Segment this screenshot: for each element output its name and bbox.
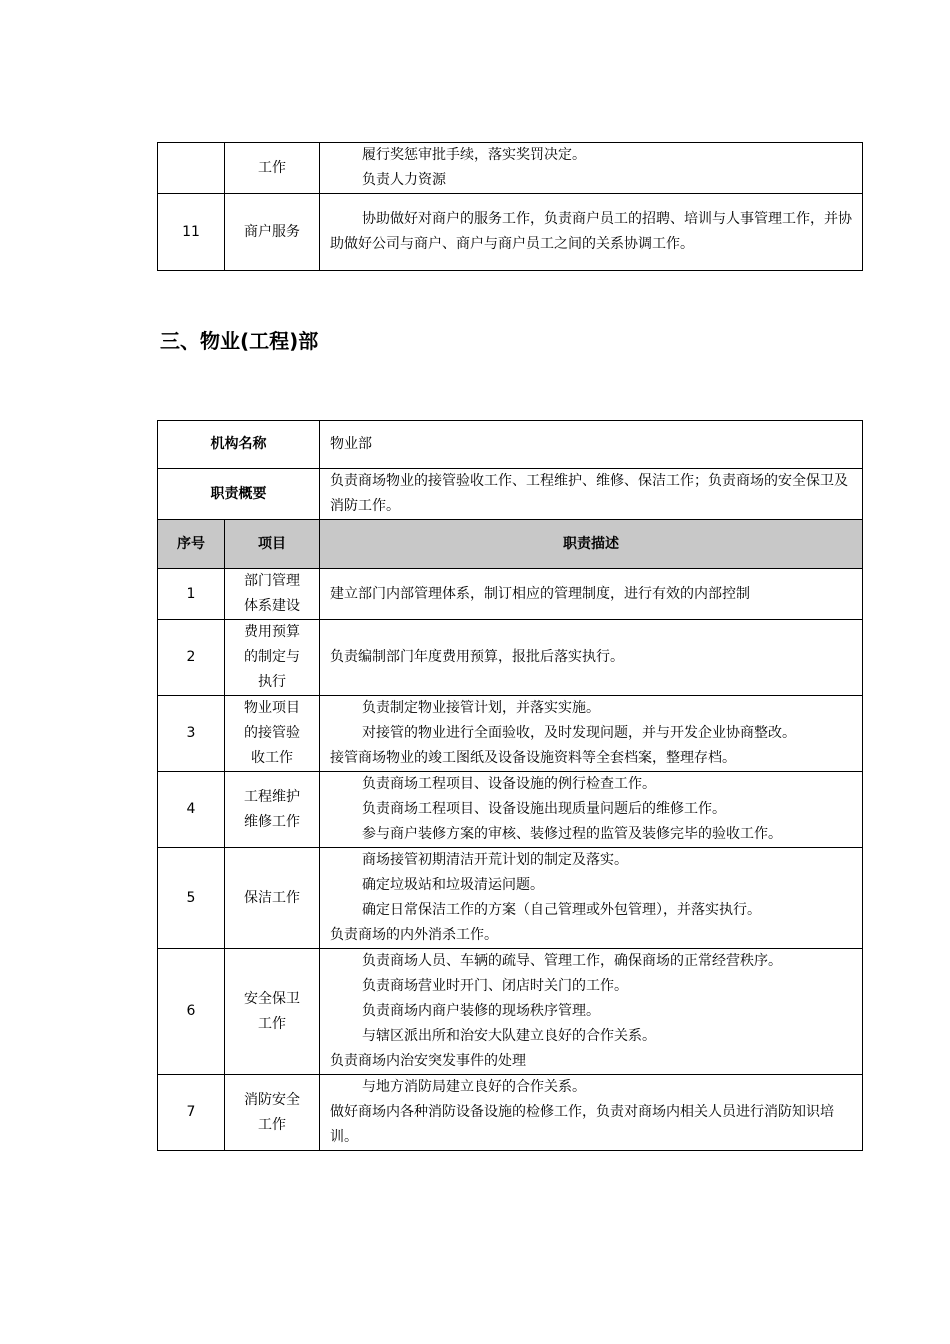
description-line: 确定日常保洁工作的方案（自己管理或外包管理），并落实执行。: [362, 902, 761, 918]
description-line: 确定垃圾站和垃圾清运问题。: [362, 877, 544, 893]
row-number: 5: [158, 848, 225, 949]
description-line: 协助做好对商户的服务工作，负责商户员工的招聘、培训与人事管理工作，并协助做好公司与商户、商户与商户员工之间的关系协调工作。: [330, 211, 852, 252]
row-description: [320, 848, 863, 949]
org-name-label: 机构名称: [158, 421, 320, 469]
table-header-row: [158, 520, 863, 569]
table-row: [158, 143, 863, 194]
summary-label: 职责概要: [158, 469, 320, 520]
description-line: 负责商场营业时开门、闭店时关门的工作。: [362, 978, 628, 994]
description-line: 参与商户装修方案的审核、装修过程的监管及装修完毕的验收工作。: [362, 826, 782, 842]
row-number: 3: [158, 696, 225, 772]
description-line: 负责商场的内外消杀工作。: [330, 927, 498, 943]
row-number: [158, 143, 225, 194]
summary-value: 负责商场物业的接管验收工作、工程维护、维修、保洁工作；负责商场的安全保卫及消防工作。: [320, 469, 863, 520]
row-number: 4: [158, 772, 225, 848]
row-description: [320, 143, 863, 194]
row-description: [320, 1075, 863, 1151]
row-item: 物业项目的接管验收工作: [225, 696, 320, 772]
section-title: 三、物业(工程)部: [160, 329, 319, 353]
table-row: [158, 569, 863, 620]
table-row: [158, 194, 863, 271]
description-line: 建立部门内部管理体系，制订相应的管理制度，进行有效的内部控制: [330, 585, 750, 602]
description-line: 负责人力资源: [362, 172, 446, 188]
description-line: 负责制定物业接管计划，并落实实施。: [362, 700, 600, 716]
summary-row: [158, 469, 863, 520]
row-number: 7: [158, 1075, 225, 1151]
row-description: [320, 194, 863, 271]
table-row: [158, 696, 863, 772]
row-number: 2: [158, 620, 225, 696]
description-line: 负责商场工程项目、设备设施的例行检查工作。: [362, 776, 656, 792]
row-item: 安全保卫工作: [225, 949, 320, 1075]
row-item: 消防安全工作: [225, 1075, 320, 1151]
row-description: [320, 772, 863, 848]
header-item: 项目: [225, 520, 320, 569]
row-description: [320, 949, 863, 1075]
description-line: 商场接管初期清洁开荒计划的制定及落实。: [362, 852, 628, 868]
row-number: 6: [158, 949, 225, 1075]
row-item: 工作: [225, 143, 320, 194]
description-line: 负责编制部门年度费用预算，报批后落实执行。: [330, 649, 624, 665]
row-item: 商户服务: [225, 194, 320, 271]
table-row: [158, 1075, 863, 1151]
row-number: 1: [158, 569, 225, 620]
org-name-value: 物业部: [320, 421, 863, 469]
table-row: [158, 620, 863, 696]
table-row: [158, 848, 863, 949]
property-dept-table: [157, 420, 863, 1151]
description-line: 对接管的物业进行全面验收，及时发现问题，并与开发企业协商整改。: [362, 725, 796, 741]
row-number: 11: [158, 194, 225, 271]
description-line: 负责商场人员、车辆的疏导、管理工作，确保商场的正常经营秩序。: [362, 953, 782, 969]
header-num: 序号: [158, 520, 225, 569]
row-item: 部门管理体系建设: [225, 569, 320, 620]
org-name-row: [158, 421, 863, 469]
description-line: 负责商场内商户装修的现场秩序管理。: [362, 1003, 600, 1019]
row-description: [320, 696, 863, 772]
header-desc: 职责描述: [320, 520, 863, 569]
description-line: 履行奖惩审批手续，落实奖罚决定。: [362, 147, 586, 163]
row-item: 费用预算的制定与执行: [225, 620, 320, 696]
row-item: 保洁工作: [225, 848, 320, 949]
description-line: 与地方消防局建立良好的合作关系。: [362, 1079, 586, 1095]
description-line: 负责商场工程项目、设备设施出现质量问题后的维修工作。: [362, 801, 726, 817]
table-row: [158, 949, 863, 1075]
description-line: 与辖区派出所和治安大队建立良好的合作关系。: [362, 1028, 656, 1044]
table-row: [158, 772, 863, 848]
description-line: 做好商场内各种消防设备设施的检修工作，负责对商场内相关人员进行消防知识培训。: [330, 1104, 834, 1145]
description-line: 负责商场内治安突发事件的处理: [330, 1053, 526, 1069]
description-line: 接管商场物业的竣工图纸及设备设施资料等全套档案，整理存档。: [330, 750, 736, 766]
responsibility-table-continued: [157, 142, 863, 271]
row-item: 工程维护维修工作: [225, 772, 320, 848]
row-description: [320, 620, 863, 696]
row-description: [320, 569, 863, 620]
